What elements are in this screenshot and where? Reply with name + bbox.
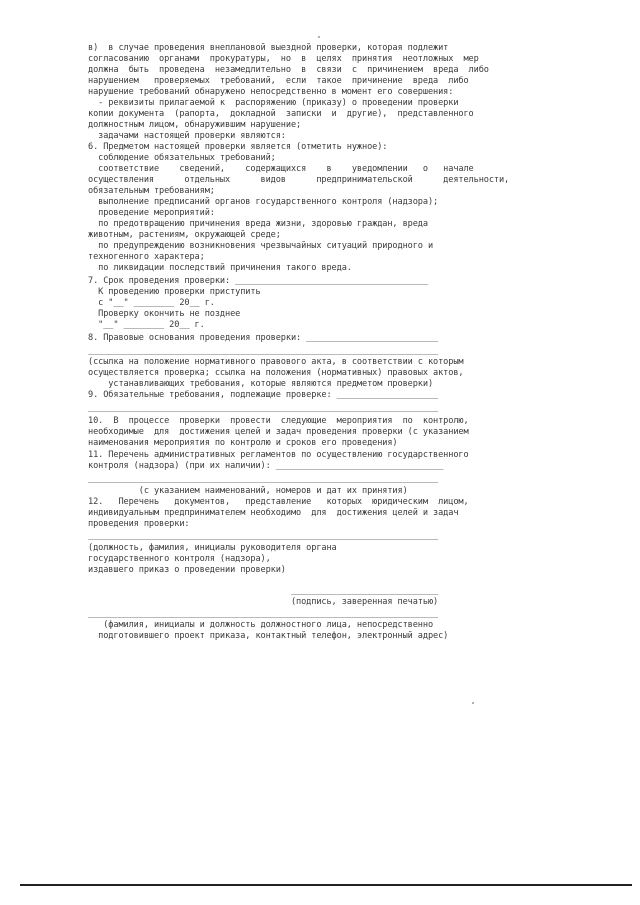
doc-line-36: наименования мероприятия по контролю и сроков его проведения) bbox=[88, 438, 398, 448]
doc-line-49: _____________________________ bbox=[88, 586, 439, 596]
doc-line-12: соответствие сведений, содержащихся в уведомлении о начале bbox=[88, 164, 474, 174]
doc-line-42: индивидуальным предпринимателем необходимо для достижения целей и задач bbox=[88, 508, 459, 518]
page-bottom-rule bbox=[20, 884, 632, 886]
doc-line-32: 9. Обязательные требования, подлежащие проверке: ____________________ bbox=[88, 390, 439, 400]
doc-line-29: (ссылка на положение нормативного правового акта, в соответствии с которым bbox=[88, 357, 464, 367]
doc-line-1: в) в случае проведения внеплановой выездной проверки, которая подлежит bbox=[88, 43, 449, 53]
scan-speck bbox=[472, 702, 474, 704]
doc-line-13: осуществления отдельных видов предпринимательской деятельности, bbox=[88, 175, 510, 185]
doc-line-26: "__" ________ 20__ г. bbox=[88, 320, 205, 330]
doc-line-18: животным, растениям, окружающей среде; bbox=[88, 230, 281, 240]
doc-line-10: 6. Предметом настоящей проверки является (отметить нужное): bbox=[88, 142, 388, 152]
doc-line-52: (фамилия, инициалы и должность должностного лица, непосредственно bbox=[88, 620, 434, 630]
doc-line-24: с "__" ________ 20__ г. bbox=[88, 298, 215, 308]
doc-line-40: (с указанием наименований, номеров и дат их принятия) bbox=[88, 486, 408, 496]
doc-line-21: по ликвидации последствий причинения такого вреда. bbox=[88, 263, 352, 273]
doc-line-47: издавшего приказ о проведении проверки) bbox=[88, 565, 286, 575]
doc-line-30: осуществляется проверка; ссылка на положения (нормативных) правовых актов, bbox=[88, 368, 464, 378]
doc-line-38: контроля (надзора) (при их наличии): _________________________________ bbox=[88, 461, 444, 471]
doc-line-11: соблюдение обязательных требований; bbox=[88, 153, 276, 163]
doc-line-50: (подпись, заверенная печатью) bbox=[88, 597, 439, 607]
doc-line-25: Проверку окончить не позднее bbox=[88, 309, 241, 319]
doc-line-28: _____________________________________________________________________ bbox=[88, 346, 439, 356]
doc-line-46: государственного контроля (надзора), bbox=[88, 554, 271, 564]
doc-line-44: _____________________________________________________________________ bbox=[88, 531, 439, 541]
doc-line-31: устанавливающих требования, которые являются предметом проверки) bbox=[88, 379, 434, 389]
doc-line-35: необходимые для достижения целей и задач проведения проверки (с указанием bbox=[88, 427, 469, 437]
doc-line-19: по предупреждению возникновения чрезвычайных ситуаций природного и bbox=[88, 241, 434, 251]
doc-line-9: задачами настоящей проверки являются: bbox=[88, 131, 286, 141]
doc-line-15: выполнение предписаний органов государственного контроля (надзора); bbox=[88, 197, 439, 207]
doc-line-7: копии документа (рапорта, докладной записки и другие), представленного bbox=[88, 109, 474, 119]
doc-line-5: нарушение требований обнаружено непосредственно в момент его совершения: bbox=[88, 87, 454, 97]
doc-line-41: 12. Перечень документов, представление которых юридическим лицом, bbox=[88, 497, 469, 507]
doc-line-22: 7. Срок проведения проверки: ______________________________________ bbox=[88, 276, 428, 286]
doc-line-20: техногенного характера; bbox=[88, 252, 205, 262]
doc-line-6: - реквизиты прилагаемой к распоряжению (приказу) о проведении проверки bbox=[88, 98, 459, 108]
doc-line-23: К проведению проверки приступить bbox=[88, 287, 261, 297]
scan-speck bbox=[318, 36, 320, 38]
doc-line-3: должна быть проведена незамедлительно в связи с причинением вреда либо bbox=[88, 65, 489, 75]
doc-line-34: 10. В процессе проверки провести следующие мероприятия по контролю, bbox=[88, 416, 469, 426]
doc-line-17: по предотвращению причинения вреда жизни, здоровью граждан, вреда bbox=[88, 219, 428, 229]
doc-line-8: должностным лицом, обнаружившим нарушение; bbox=[88, 120, 302, 130]
doc-line-4: нарушением проверяемых требований, если такое причинение вреда либо bbox=[88, 76, 469, 86]
doc-line-16: проведение мероприятий: bbox=[88, 208, 215, 218]
doc-line-53: подготовившего проект приказа, контактный телефон, электронный адрес) bbox=[88, 631, 449, 641]
doc-line-14: обязательным требованиям; bbox=[88, 186, 215, 196]
doc-line-37: 11. Перечень административных регламентов по осуществлению государственного bbox=[88, 450, 469, 460]
doc-line-45: (должность, фамилия, инициалы руководителя органа bbox=[88, 543, 337, 553]
doc-line-27: 8. Правовые основания проведения проверки: __________________________ bbox=[88, 333, 439, 343]
doc-line-39: _____________________________________________________________________ bbox=[88, 474, 439, 484]
doc-line-33: _____________________________________________________________________ bbox=[88, 403, 439, 413]
doc-line-51: _____________________________________________________________________ bbox=[88, 609, 439, 619]
doc-line-43: проведения проверки: bbox=[88, 519, 190, 529]
doc-line-2: согласованию органами прокуратуры, но в целях принятия неотложных мер bbox=[88, 54, 479, 64]
